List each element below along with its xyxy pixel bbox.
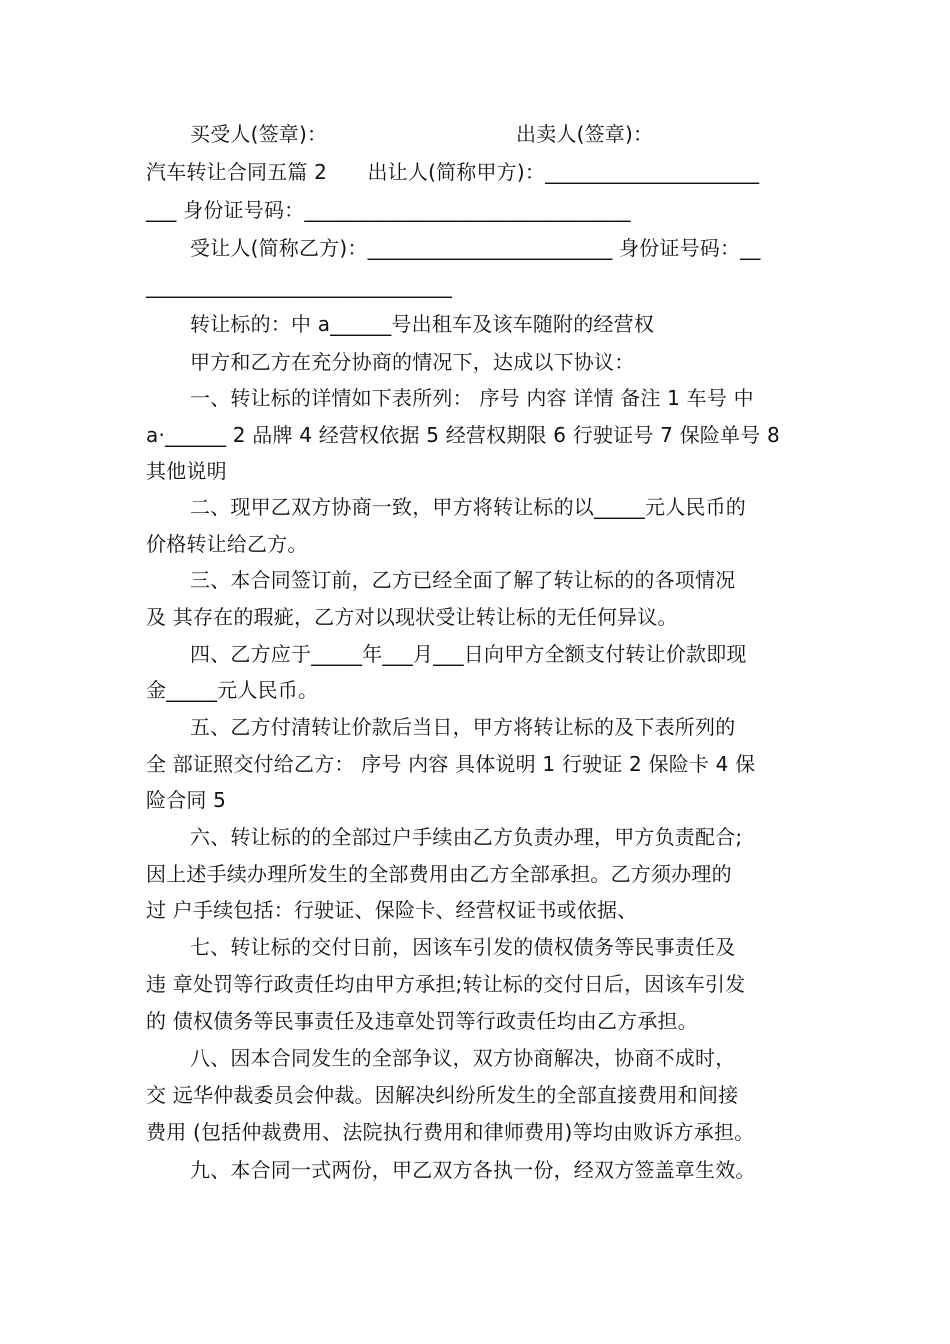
clause-6-line: 因上述手续办理所发生的全部费用由乙方全部承担。乙方须办理的	[146, 862, 732, 886]
clause-7-line: 的 债权债务等民事责任及违章处罚等行政责任均由乙方承担。	[146, 1009, 698, 1033]
document-heading-line: 汽车转让合同五篇 2 出让人(简称甲方)：_____________________	[146, 160, 760, 184]
clause-8-line: 费用 (包括仲裁费用、法院执行费用和律师费用)等均由败诉方承担。	[146, 1120, 755, 1144]
clause-1-line: 一、转让标的详情如下表所列： 序号 内容 详情 备注 1 车号 中	[190, 386, 754, 410]
clause-6-line: 六、转让标的的全部过户手续由乙方负责办理，甲方负责配合;	[190, 825, 743, 849]
clause-8-line: 交 远华仲裁委员会仲裁。因解决纠纷所发生的全部直接费用和间接	[146, 1083, 739, 1107]
clause-6-line: 过 户手续包括：行驶证、保险卡、经营权证书或依据、	[146, 898, 638, 922]
clause-9-line: 九、本合同一式两份，甲乙双方各执一份，经双方签盖章生效。	[190, 1158, 756, 1182]
clause-1-line: a·______ 2 品牌 4 经营权依据 5 经营权期限 6 行驶证号 7 保险单号 8	[146, 423, 780, 447]
seller-signature-label: 出卖人(签章)：	[516, 122, 654, 146]
body-line: ______________________________	[146, 274, 452, 298]
clause-2-line: 二、现甲乙双方协商一致，甲方将转让标的以_____元人民币的	[190, 495, 746, 519]
clause-8-line: 八、因本合同发生的全部争议，双方协商解决，协商不成时，	[190, 1046, 736, 1070]
body-line: 转让标的：中 a______号出租车及该车随附的经营权	[190, 312, 655, 336]
clause-7-line: 七、转让标的交付日前，因该车引发的债权债务等民事责任及	[190, 935, 736, 959]
clause-2-line: 价格转让给乙方。	[146, 532, 308, 556]
clause-7-line: 违 章处罚等行政责任均由甲方承担;转让标的交付日后，因该车引发	[146, 972, 746, 996]
clause-4-line: 金_____元人民币。	[146, 678, 319, 702]
clause-3-line: 三、本合同签订前，乙方已经全面了解了转让标的的各项情况	[190, 568, 736, 592]
buyer-signature-label: 买受人(签章)：	[190, 122, 328, 146]
body-line: 甲方和乙方在充分协商的情况下，达成以下协议：	[190, 350, 635, 374]
clause-5-line: 全 部证照交付给乙方： 序号 内容 具体说明 1 行驶证 2 保险卡 4 保	[146, 752, 756, 776]
body-line: ___ 身份证号码：________________________________	[146, 198, 631, 222]
clause-5-line: 险合同 5	[146, 788, 227, 812]
clause-3-line: 及 其存在的瑕疵，乙方对以现状受让转让标的无任何异议。	[146, 605, 678, 629]
clause-4-line: 四、乙方应于_____年___月___日向甲方全额支付转让价款即现	[190, 642, 747, 666]
clause-5-line: 五、乙方付清转让价款后当日，甲方将转让标的及下表所列的	[190, 715, 736, 739]
body-line: 受让人(简称乙方)：________________________ 身份证号码：__	[190, 236, 761, 260]
clause-1-line: 其他说明	[146, 459, 227, 483]
